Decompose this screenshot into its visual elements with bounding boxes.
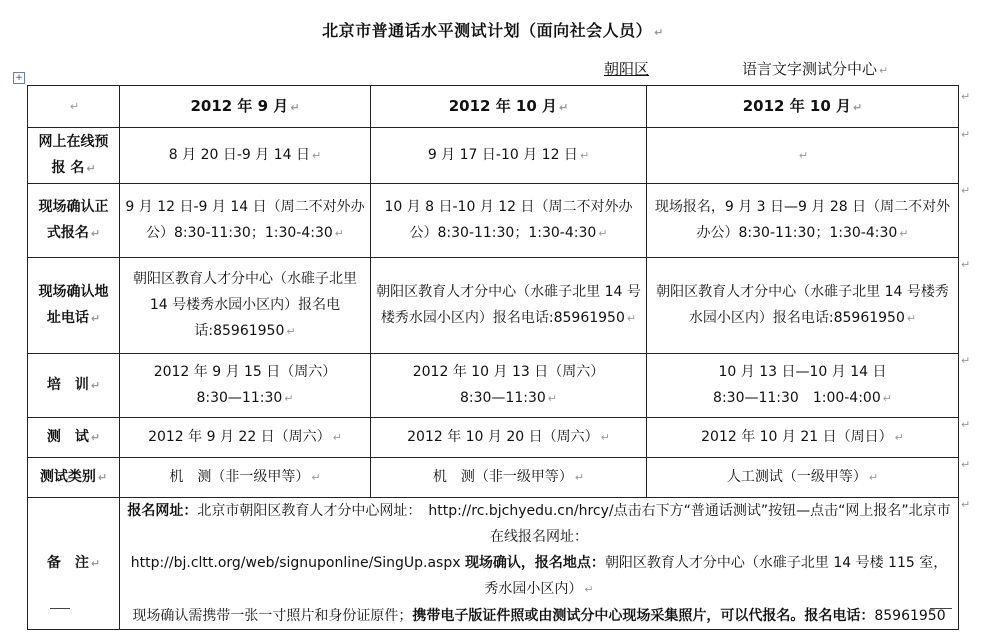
- row-end-mark: ↵: [961, 354, 971, 367]
- corner-cell: ↵: [28, 86, 120, 128]
- table-cell: 9 月 12 日-9 月 14 日（周二不对外办公）8:30-11:30；1:30-4:30 ↵: [120, 184, 371, 258]
- table-cell: 2012 年 10 月 20 日（周六） ↵: [371, 418, 647, 458]
- row-label-address-phone: 现场确认地址电话 ↵: [28, 258, 120, 354]
- table-cell: 机 测（非一级甲等） ↵: [120, 458, 371, 498]
- row-label-onsite-confirm: 现场确认正式报名 ↵: [28, 184, 120, 258]
- row-label-training: 培 训 ↵: [28, 354, 120, 418]
- table-cell: 朝阳区教育人才分中心（水碓子北里 14 号楼秀水园小区内）报名电话:85961950 ↵: [371, 258, 647, 354]
- header-month-1: 2012 年 9 月 ↵: [120, 86, 371, 128]
- notes-line-3: 现场确认需携带一张一寸照片和身份证原件；携带电子版证件照或由测试分中心现场采集照片，可以代报名。报名电话：85961950: [132, 608, 946, 624]
- table-row: [28, 458, 959, 498]
- row-end-mark: ↵: [961, 184, 971, 197]
- table-cell: ↵: [647, 128, 959, 184]
- row-end-mark: ↵: [961, 258, 971, 271]
- table-cell: 现场报名，9 月 3 日—9 月 28 日（周二不对外办公）8:30-11:30；1:30-4:30 ↵: [647, 184, 959, 258]
- table-row: [28, 128, 959, 184]
- table-cell: 机 测（非一级甲等） ↵: [371, 458, 647, 498]
- footnote-separator: [50, 608, 70, 609]
- footnote-separator: [930, 608, 952, 609]
- table-cell: 2012 年 10 月 21 日（周日） ↵: [647, 418, 959, 458]
- table-cell: 10 月 8 日-10 月 12 日（周二不对外办公）8:30-11:30；1:30-4:30 ↵: [371, 184, 647, 258]
- row-label-online-prereg: 网上在线预报 名 ↵: [28, 128, 120, 184]
- notes-line-2: http://bj.cltt.org/web/signuponline/SingUp.aspx 现场确认，报名地点：朝阳区教育人才分中心（水碓子北里 14 号楼 115 室，秀水园小区内） ↵: [130, 555, 948, 597]
- table-cell: 9 月 17 日-10 月 12 日 ↵: [371, 128, 647, 184]
- row-end-mark: ↵: [961, 458, 971, 471]
- row-label-notes: 备 注 ↵: [28, 498, 120, 630]
- row-end-mark: ↵: [961, 418, 971, 431]
- table-cell: 8 月 20 日-9 月 14 日 ↵: [120, 128, 371, 184]
- table-cell: 2012 年 9 月 15 日（周六） 8:30—11:30 ↵: [120, 354, 371, 418]
- row-label-test-type: 测试类别 ↵: [28, 458, 120, 498]
- row-label-test: 测 试 ↵: [28, 418, 120, 458]
- notes-row: [28, 498, 959, 630]
- district-name: 朝阳区: [604, 60, 650, 78]
- row-end-mark: ↵: [961, 90, 971, 103]
- table-row: [28, 418, 959, 458]
- row-end-mark: ↵: [961, 128, 971, 141]
- table-cell: 朝阳区教育人才分中心（水碓子北里 14 号楼秀水园小区内）报名电话:85961950 ↵: [647, 258, 959, 354]
- online-signup-url[interactable]: http://bj.cltt.org/web/signuponline/SingUp.aspx: [130, 555, 461, 571]
- table-cell: 人工测试（一级甲等） ↵: [647, 458, 959, 498]
- center-suffix: 语言文字测试分中心: [742, 60, 878, 78]
- table-row: [28, 258, 959, 354]
- table-cell: 朝阳区教育人才分中心（水碓子北里 14 号楼秀水园小区内）报名电话:85961950 ↵: [120, 258, 371, 354]
- table-row: [28, 354, 959, 418]
- table-cell: 2012 年 10 月 13 日（周六） 8:30—11:30 ↵: [371, 354, 647, 418]
- header-month-2: 2012 年 10 月 ↵: [371, 86, 647, 128]
- table-move-handle-icon[interactable]: +: [13, 72, 25, 84]
- notes-cell: [120, 498, 959, 630]
- table-cell: 10 月 13 日—10 月 14 日 8:30—11:30 1:00-4:00 ↵: [647, 354, 959, 418]
- notes-line-1: 报名网址：北京市朝阳区教育人才分中心网址： http://rc.bjchyedu.cn/hrcy/点击右下方“普通话测试”按钮—点击“网上报名”北京市在线报名网址：: [127, 503, 951, 545]
- document-title: 北京市普通话水平测试计划（面向社会人员） ↵: [322, 21, 664, 40]
- center-line: 朝阳区 语言文字测试分中心 ↵: [570, 58, 888, 79]
- schedule-table: [27, 85, 959, 630]
- table-header-row: [28, 86, 959, 128]
- header-month-3: 2012 年 10 月 ↵: [647, 86, 959, 128]
- table-cell: 2012 年 9 月 22 日（周六） ↵: [120, 418, 371, 458]
- table-row: [28, 184, 959, 258]
- row-end-mark: ↵: [961, 498, 971, 511]
